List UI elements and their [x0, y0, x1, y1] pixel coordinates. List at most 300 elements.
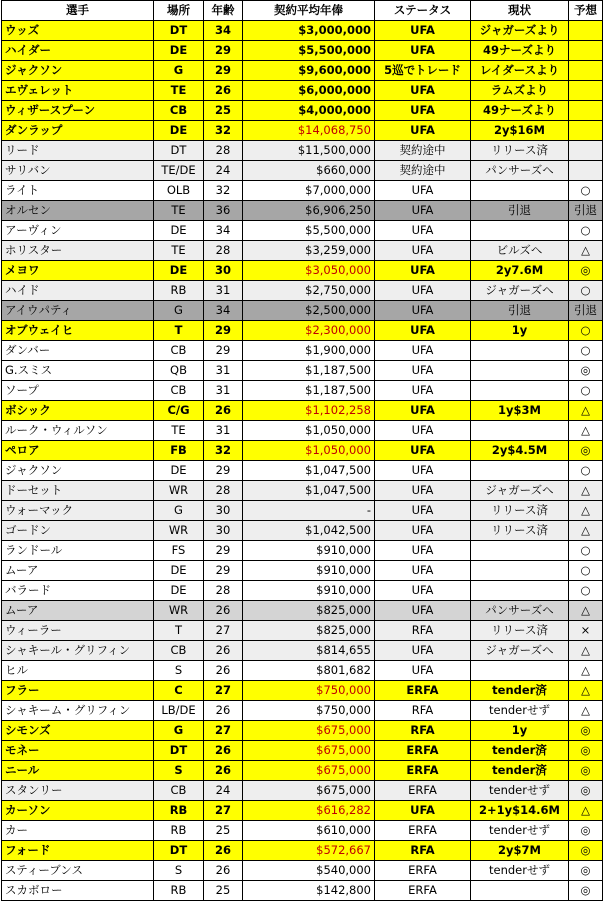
- age-cell: 26: [204, 81, 243, 101]
- status-cell: UFA: [375, 21, 471, 41]
- current-state-cell: [471, 881, 569, 901]
- table-row: [2, 121, 603, 141]
- position-cell: WR: [154, 601, 204, 621]
- avg-salary-cell: $572,667: [243, 841, 375, 861]
- avg-salary-cell: $801,682: [243, 661, 375, 681]
- prediction-cell: ○: [569, 321, 603, 341]
- age-cell: 30: [204, 501, 243, 521]
- player-name-cell: ムーア: [2, 601, 154, 621]
- table-row: [2, 861, 603, 881]
- age-cell: 24: [204, 781, 243, 801]
- current-state-cell: 2+1y$14.6M: [471, 801, 569, 821]
- table-row: [2, 701, 603, 721]
- table-row: [2, 581, 603, 601]
- prediction-cell: ◎: [569, 821, 603, 841]
- prediction-cell: ○: [569, 221, 603, 241]
- avg-salary-cell: $675,000: [243, 741, 375, 761]
- current-state-cell: リリース済: [471, 501, 569, 521]
- avg-salary-cell: $1,042,500: [243, 521, 375, 541]
- age-cell: 28: [204, 481, 243, 501]
- table-row: [2, 261, 603, 281]
- avg-salary-cell: $7,000,000: [243, 181, 375, 201]
- table-row: [2, 41, 603, 61]
- table-row: [2, 141, 603, 161]
- prediction-cell: △: [569, 801, 603, 821]
- current-state-cell: レイダースより: [471, 61, 569, 81]
- prediction-cell: △: [569, 421, 603, 441]
- table-row: [2, 541, 603, 561]
- prediction-cell: △: [569, 501, 603, 521]
- table-row: [2, 401, 603, 421]
- table-row: [2, 821, 603, 841]
- avg-salary-cell: $11,500,000: [243, 141, 375, 161]
- avg-salary-cell: $1,900,000: [243, 341, 375, 361]
- prediction-cell: ◎: [569, 721, 603, 741]
- age-cell: 28: [204, 581, 243, 601]
- avg-salary-cell: $814,655: [243, 641, 375, 661]
- header-player: 選手: [2, 1, 154, 21]
- current-state-cell: [471, 341, 569, 361]
- status-cell: UFA: [375, 101, 471, 121]
- position-cell: TE: [154, 201, 204, 221]
- avg-salary-cell: $2,500,000: [243, 301, 375, 321]
- player-name-cell: スティーブンス: [2, 861, 154, 881]
- prediction-cell: ○: [569, 461, 603, 481]
- roster-rows: [2, 21, 603, 901]
- age-cell: 30: [204, 261, 243, 281]
- prediction-cell: ○: [569, 341, 603, 361]
- player-name-cell: リード: [2, 141, 154, 161]
- header-age: 年齢: [204, 1, 243, 21]
- position-cell: C: [154, 681, 204, 701]
- avg-salary-cell: $540,000: [243, 861, 375, 881]
- table-row: [2, 161, 603, 181]
- status-cell: ERFA: [375, 741, 471, 761]
- player-name-cell: オブウェイヒ: [2, 321, 154, 341]
- player-name-cell: サリバン: [2, 161, 154, 181]
- avg-salary-cell: $675,000: [243, 781, 375, 801]
- avg-salary-cell: $675,000: [243, 761, 375, 781]
- prediction-cell: △: [569, 641, 603, 661]
- status-cell: UFA: [375, 441, 471, 461]
- position-cell: S: [154, 661, 204, 681]
- age-cell: 24: [204, 161, 243, 181]
- table-row: [2, 321, 603, 341]
- prediction-cell: 引退: [569, 301, 603, 321]
- avg-salary-cell: $6,000,000: [243, 81, 375, 101]
- current-state-cell: tenderせず: [471, 781, 569, 801]
- current-state-cell: tenderせず: [471, 701, 569, 721]
- position-cell: WR: [154, 521, 204, 541]
- position-cell: CB: [154, 341, 204, 361]
- current-state-cell: [471, 181, 569, 201]
- age-cell: 29: [204, 341, 243, 361]
- roster-table: [1, 0, 603, 901]
- position-cell: S: [154, 761, 204, 781]
- prediction-cell: △: [569, 521, 603, 541]
- prediction-cell: ○: [569, 181, 603, 201]
- prediction-cell: ◎: [569, 781, 603, 801]
- age-cell: 31: [204, 381, 243, 401]
- player-name-cell: シモンズ: [2, 721, 154, 741]
- status-cell: UFA: [375, 581, 471, 601]
- avg-salary-cell: $3,000,000: [243, 21, 375, 41]
- table-row: [2, 21, 603, 41]
- table-row: [2, 801, 603, 821]
- player-name-cell: アイウパティ: [2, 301, 154, 321]
- current-state-cell: 2y$16M: [471, 121, 569, 141]
- age-cell: 25: [204, 821, 243, 841]
- player-name-cell: ドーセット: [2, 481, 154, 501]
- player-name-cell: ハイダー: [2, 41, 154, 61]
- prediction-cell: ○: [569, 581, 603, 601]
- age-cell: 29: [204, 461, 243, 481]
- table-row: [2, 341, 603, 361]
- player-name-cell: メヨワ: [2, 261, 154, 281]
- prediction-cell: ◎: [569, 261, 603, 281]
- player-name-cell: ダンラップ: [2, 121, 154, 141]
- avg-salary-cell: -: [243, 501, 375, 521]
- age-cell: 28: [204, 241, 243, 261]
- table-row: [2, 181, 603, 201]
- status-cell: UFA: [375, 201, 471, 221]
- position-cell: T: [154, 321, 204, 341]
- status-cell: UFA: [375, 41, 471, 61]
- avg-salary-cell: $3,050,000: [243, 261, 375, 281]
- avg-salary-cell: $3,259,000: [243, 241, 375, 261]
- table-row: [2, 841, 603, 861]
- prediction-cell: ○: [569, 381, 603, 401]
- current-state-cell: 2y$7M: [471, 841, 569, 861]
- position-cell: T: [154, 621, 204, 641]
- avg-salary-cell: $9,600,000: [243, 61, 375, 81]
- current-state-cell: tender済: [471, 761, 569, 781]
- prediction-cell: ◎: [569, 841, 603, 861]
- age-cell: 32: [204, 441, 243, 461]
- avg-salary-cell: $910,000: [243, 561, 375, 581]
- age-cell: 26: [204, 661, 243, 681]
- prediction-cell: ◎: [569, 881, 603, 901]
- position-cell: RB: [154, 801, 204, 821]
- status-cell: UFA: [375, 341, 471, 361]
- status-cell: RFA: [375, 701, 471, 721]
- prediction-cell: 引退: [569, 201, 603, 221]
- current-state-cell: [471, 221, 569, 241]
- status-cell: UFA: [375, 261, 471, 281]
- player-name-cell: シャキーム・グリフィン: [2, 701, 154, 721]
- prediction-cell: [569, 61, 603, 81]
- prediction-cell: ◎: [569, 441, 603, 461]
- current-state-cell: ジャガーズへ: [471, 481, 569, 501]
- current-state-cell: tenderせず: [471, 861, 569, 881]
- age-cell: 26: [204, 761, 243, 781]
- player-name-cell: ジャクソン: [2, 61, 154, 81]
- current-state-cell: ジャガーズへ: [471, 281, 569, 301]
- table-row: [2, 241, 603, 261]
- position-cell: CB: [154, 641, 204, 661]
- position-cell: G: [154, 721, 204, 741]
- position-cell: OLB: [154, 181, 204, 201]
- age-cell: 29: [204, 41, 243, 61]
- current-state-cell: 49ナーズより: [471, 101, 569, 121]
- avg-salary-cell: $1,102,258: [243, 401, 375, 421]
- player-name-cell: ハイド: [2, 281, 154, 301]
- current-state-cell: [471, 661, 569, 681]
- player-name-cell: G.スミス: [2, 361, 154, 381]
- table-row: [2, 521, 603, 541]
- player-name-cell: スタンリー: [2, 781, 154, 801]
- age-cell: 25: [204, 101, 243, 121]
- table-row: [2, 281, 603, 301]
- position-cell: TE: [154, 241, 204, 261]
- age-cell: 26: [204, 701, 243, 721]
- age-cell: 26: [204, 861, 243, 881]
- position-cell: DE: [154, 41, 204, 61]
- table-row: [2, 61, 603, 81]
- player-name-cell: ウィザースプーン: [2, 101, 154, 121]
- header-current: 現状: [471, 1, 569, 21]
- prediction-cell: △: [569, 661, 603, 681]
- table-row: [2, 421, 603, 441]
- age-cell: 34: [204, 301, 243, 321]
- status-cell: ERFA: [375, 861, 471, 881]
- status-cell: UFA: [375, 401, 471, 421]
- age-cell: 31: [204, 361, 243, 381]
- header-row: [2, 1, 603, 21]
- position-cell: DE: [154, 121, 204, 141]
- avg-salary-cell: $2,300,000: [243, 321, 375, 341]
- status-cell: 契約途中: [375, 161, 471, 181]
- status-cell: ERFA: [375, 681, 471, 701]
- avg-salary-cell: $6,906,250: [243, 201, 375, 221]
- header-salary: 契約平均年俸: [243, 1, 375, 21]
- prediction-cell: [569, 101, 603, 121]
- prediction-cell: △: [569, 601, 603, 621]
- table-row: [2, 641, 603, 661]
- status-cell: UFA: [375, 281, 471, 301]
- current-state-cell: リリース済: [471, 621, 569, 641]
- player-name-cell: ホリスター: [2, 241, 154, 261]
- position-cell: LB/DE: [154, 701, 204, 721]
- age-cell: 32: [204, 121, 243, 141]
- position-cell: RB: [154, 281, 204, 301]
- age-cell: 27: [204, 721, 243, 741]
- table-row: [2, 681, 603, 701]
- prediction-cell: △: [569, 401, 603, 421]
- position-cell: G: [154, 61, 204, 81]
- avg-salary-cell: $142,800: [243, 881, 375, 901]
- player-name-cell: ゴードン: [2, 521, 154, 541]
- status-cell: RFA: [375, 721, 471, 741]
- prediction-cell: ◎: [569, 861, 603, 881]
- avg-salary-cell: $660,000: [243, 161, 375, 181]
- table-row: [2, 81, 603, 101]
- table-row: [2, 381, 603, 401]
- current-state-cell: 2y7.6M: [471, 261, 569, 281]
- age-cell: 30: [204, 521, 243, 541]
- player-name-cell: シャキール・グリフィン: [2, 641, 154, 661]
- player-name-cell: フォード: [2, 841, 154, 861]
- avg-salary-cell: $675,000: [243, 721, 375, 741]
- header-prediction: 予想: [569, 1, 603, 21]
- status-cell: RFA: [375, 621, 471, 641]
- avg-salary-cell: $1,187,500: [243, 361, 375, 381]
- age-cell: 27: [204, 801, 243, 821]
- prediction-cell: ○: [569, 541, 603, 561]
- current-state-cell: [471, 421, 569, 441]
- age-cell: 26: [204, 641, 243, 661]
- position-cell: DT: [154, 141, 204, 161]
- age-cell: 26: [204, 741, 243, 761]
- status-cell: 契約途中: [375, 141, 471, 161]
- avg-salary-cell: $825,000: [243, 621, 375, 641]
- status-cell: UFA: [375, 661, 471, 681]
- current-state-cell: tender済: [471, 741, 569, 761]
- current-state-cell: ジャガーズへ: [471, 641, 569, 661]
- avg-salary-cell: $2,750,000: [243, 281, 375, 301]
- current-state-cell: ラムズより: [471, 81, 569, 101]
- position-cell: DT: [154, 21, 204, 41]
- status-cell: UFA: [375, 461, 471, 481]
- prediction-cell: ○: [569, 281, 603, 301]
- player-name-cell: モネー: [2, 741, 154, 761]
- position-cell: DT: [154, 741, 204, 761]
- current-state-cell: [471, 541, 569, 561]
- prediction-cell: [569, 121, 603, 141]
- table-row: [2, 881, 603, 901]
- avg-salary-cell: $5,500,000: [243, 41, 375, 61]
- status-cell: 5巡でトレード: [375, 61, 471, 81]
- status-cell: ERFA: [375, 881, 471, 901]
- current-state-cell: tender済: [471, 681, 569, 701]
- position-cell: S: [154, 861, 204, 881]
- prediction-cell: △: [569, 241, 603, 261]
- current-state-cell: tenderせず: [471, 821, 569, 841]
- age-cell: 34: [204, 21, 243, 41]
- status-cell: UFA: [375, 521, 471, 541]
- prediction-cell: ◎: [569, 761, 603, 781]
- position-cell: DE: [154, 261, 204, 281]
- table-row: [2, 441, 603, 461]
- current-state-cell: 49ナーズより: [471, 41, 569, 61]
- header-position: 場所: [154, 1, 204, 21]
- avg-salary-cell: $4,000,000: [243, 101, 375, 121]
- table-row: [2, 661, 603, 681]
- player-name-cell: バラード: [2, 581, 154, 601]
- position-cell: G: [154, 301, 204, 321]
- prediction-cell: △: [569, 701, 603, 721]
- status-cell: UFA: [375, 801, 471, 821]
- player-name-cell: ニール: [2, 761, 154, 781]
- player-name-cell: ソープ: [2, 381, 154, 401]
- status-cell: UFA: [375, 361, 471, 381]
- status-cell: UFA: [375, 541, 471, 561]
- age-cell: 28: [204, 141, 243, 161]
- table-row: [2, 621, 603, 641]
- current-state-cell: [471, 461, 569, 481]
- table-row: [2, 741, 603, 761]
- player-name-cell: ルーク・ウィルソン: [2, 421, 154, 441]
- position-cell: CB: [154, 101, 204, 121]
- age-cell: 26: [204, 401, 243, 421]
- status-cell: UFA: [375, 241, 471, 261]
- player-name-cell: ジャクソン: [2, 461, 154, 481]
- table-row: [2, 301, 603, 321]
- position-cell: CB: [154, 781, 204, 801]
- table-row: [2, 781, 603, 801]
- current-state-cell: 引退: [471, 301, 569, 321]
- position-cell: TE: [154, 421, 204, 441]
- current-state-cell: [471, 581, 569, 601]
- player-name-cell: スカボロー: [2, 881, 154, 901]
- player-name-cell: アーヴィン: [2, 221, 154, 241]
- player-name-cell: カー: [2, 821, 154, 841]
- prediction-cell: ×: [569, 621, 603, 641]
- table-row: [2, 221, 603, 241]
- player-name-cell: ペロア: [2, 441, 154, 461]
- current-state-cell: 1y: [471, 321, 569, 341]
- status-cell: UFA: [375, 81, 471, 101]
- age-cell: 29: [204, 61, 243, 81]
- age-cell: 25: [204, 881, 243, 901]
- position-cell: TE: [154, 81, 204, 101]
- age-cell: 27: [204, 681, 243, 701]
- avg-salary-cell: $1,047,500: [243, 481, 375, 501]
- player-name-cell: ライト: [2, 181, 154, 201]
- prediction-cell: △: [569, 481, 603, 501]
- position-cell: CB: [154, 381, 204, 401]
- avg-salary-cell: $750,000: [243, 701, 375, 721]
- status-cell: UFA: [375, 501, 471, 521]
- position-cell: DT: [154, 841, 204, 861]
- prediction-cell: ○: [569, 561, 603, 581]
- player-name-cell: ウォーマック: [2, 501, 154, 521]
- status-cell: UFA: [375, 221, 471, 241]
- avg-salary-cell: $1,187,500: [243, 381, 375, 401]
- status-cell: UFA: [375, 321, 471, 341]
- status-cell: ERFA: [375, 761, 471, 781]
- status-cell: UFA: [375, 561, 471, 581]
- status-cell: UFA: [375, 601, 471, 621]
- age-cell: 31: [204, 281, 243, 301]
- position-cell: DE: [154, 221, 204, 241]
- current-state-cell: リリース済: [471, 521, 569, 541]
- prediction-cell: ◎: [569, 741, 603, 761]
- status-cell: UFA: [375, 381, 471, 401]
- player-name-cell: ウッズ: [2, 21, 154, 41]
- current-state-cell: 2y$4.5M: [471, 441, 569, 461]
- age-cell: 34: [204, 221, 243, 241]
- prediction-cell: [569, 41, 603, 61]
- player-name-cell: フラー: [2, 681, 154, 701]
- current-state-cell: [471, 561, 569, 581]
- age-cell: 29: [204, 561, 243, 581]
- position-cell: G: [154, 501, 204, 521]
- age-cell: 29: [204, 541, 243, 561]
- prediction-cell: △: [569, 681, 603, 701]
- player-name-cell: ムーア: [2, 561, 154, 581]
- status-cell: UFA: [375, 301, 471, 321]
- position-cell: RB: [154, 821, 204, 841]
- avg-salary-cell: $14,068,750: [243, 121, 375, 141]
- current-state-cell: リリース済: [471, 141, 569, 161]
- age-cell: 31: [204, 421, 243, 441]
- status-cell: UFA: [375, 421, 471, 441]
- avg-salary-cell: $910,000: [243, 581, 375, 601]
- player-name-cell: ヒル: [2, 661, 154, 681]
- header-status: ステータス: [375, 1, 471, 21]
- prediction-cell: [569, 21, 603, 41]
